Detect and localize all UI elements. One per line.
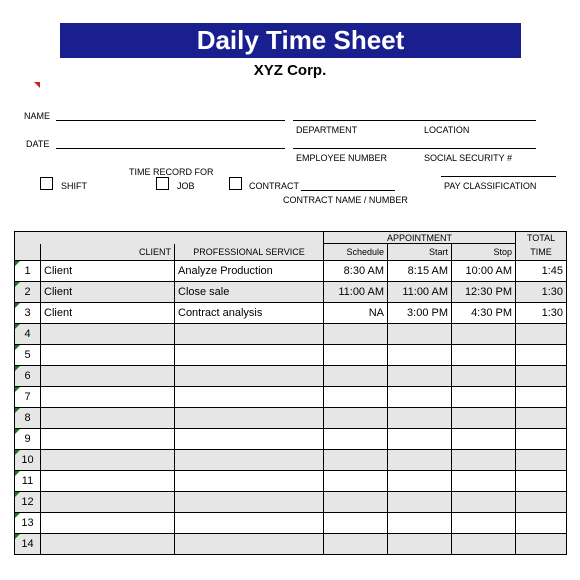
total-cell[interactable]: 1:30: [516, 303, 567, 324]
start-cell[interactable]: [388, 429, 452, 450]
table-row: [15, 366, 567, 387]
row-number: [15, 450, 41, 471]
total-cell[interactable]: [516, 471, 567, 492]
service-cell[interactable]: [175, 450, 324, 471]
schedule-cell[interactable]: [324, 408, 388, 429]
job-checkbox[interactable]: [156, 177, 169, 190]
header-row-2: [15, 244, 567, 261]
client-cell[interactable]: [41, 492, 175, 513]
row-number-label: 4: [24, 328, 31, 340]
location-label: LOCATION: [424, 125, 470, 135]
start-cell[interactable]: 8:15 AM: [388, 261, 452, 282]
total-cell[interactable]: [516, 324, 567, 345]
schedule-cell[interactable]: [324, 345, 388, 366]
cell-marker-icon: [15, 282, 20, 287]
schedule-cell[interactable]: [324, 387, 388, 408]
stop-cell[interactable]: [452, 324, 516, 345]
client-cell[interactable]: Client: [41, 261, 175, 282]
row-number-label: 14: [21, 538, 34, 550]
table-row: [15, 534, 567, 555]
schedule-cell[interactable]: [324, 450, 388, 471]
service-cell[interactable]: [175, 471, 324, 492]
row-number-label: 1: [24, 265, 31, 277]
page-title: Daily Time Sheet: [196, 25, 405, 55]
service-cell[interactable]: Close sale: [175, 282, 324, 303]
shift-checkbox[interactable]: [40, 177, 53, 190]
start-cell[interactable]: [388, 534, 452, 555]
stop-cell[interactable]: [452, 492, 516, 513]
total-cell[interactable]: [516, 429, 567, 450]
client-cell[interactable]: [41, 450, 175, 471]
total-cell[interactable]: 1:45: [516, 261, 567, 282]
total-cell[interactable]: [516, 345, 567, 366]
cell-marker-icon: [15, 324, 20, 329]
total-cell[interactable]: [516, 513, 567, 534]
start-cell[interactable]: [388, 324, 452, 345]
schedule-header: Schedule: [324, 244, 388, 261]
row-number-label: 7: [24, 391, 31, 403]
row-number: [15, 492, 41, 513]
company-name: XYZ Corp.: [253, 62, 327, 79]
client-cell[interactable]: [41, 513, 175, 534]
appointment-header: APPOINTMENT: [324, 232, 516, 244]
cell-marker-icon: [15, 513, 20, 518]
cell-marker-icon: [15, 387, 20, 392]
professional-service-header: PROFESSIONAL SERVICE: [175, 244, 324, 261]
stop-cell[interactable]: 4:30 PM: [452, 303, 516, 324]
service-cell[interactable]: [175, 429, 324, 450]
start-cell[interactable]: [388, 408, 452, 429]
cell-marker-icon: [15, 492, 20, 497]
stop-cell[interactable]: [452, 429, 516, 450]
employee-ssn-line[interactable]: [293, 148, 536, 149]
stop-cell[interactable]: [452, 534, 516, 555]
pay-classification-field[interactable]: [441, 176, 556, 177]
job-label: JOB: [177, 181, 195, 191]
start-cell[interactable]: [388, 345, 452, 366]
department-location-line[interactable]: [293, 120, 536, 121]
row-number-label: 9: [24, 433, 31, 445]
stop-cell[interactable]: [452, 345, 516, 366]
table-row: [15, 261, 567, 282]
client-header: CLIENT: [41, 244, 175, 261]
cell-marker-icon: [15, 261, 20, 266]
client-cell[interactable]: [41, 387, 175, 408]
name-field[interactable]: [56, 120, 285, 121]
table-row: [15, 408, 567, 429]
schedule-cell[interactable]: 11:00 AM: [324, 282, 388, 303]
total-header-line2: TIME: [516, 244, 567, 261]
total-cell[interactable]: 1:30: [516, 282, 567, 303]
client-cell[interactable]: [41, 429, 175, 450]
client-cell[interactable]: [41, 534, 175, 555]
cell-marker-icon: [15, 345, 20, 350]
schedule-cell[interactable]: 8:30 AM: [324, 261, 388, 282]
client-cell[interactable]: [41, 471, 175, 492]
table-row: [15, 471, 567, 492]
start-cell[interactable]: [388, 366, 452, 387]
contract-checkbox[interactable]: [229, 177, 242, 190]
num-header: [15, 244, 41, 261]
row-number: [15, 471, 41, 492]
stop-cell[interactable]: [452, 408, 516, 429]
service-cell[interactable]: [175, 534, 324, 555]
total-cell[interactable]: [516, 534, 567, 555]
name-label: NAME: [24, 111, 51, 121]
table-row: [15, 303, 567, 324]
client-cell[interactable]: [41, 408, 175, 429]
social-security-label: SOCIAL SECURITY #: [424, 153, 513, 163]
start-cell[interactable]: [388, 492, 452, 513]
row-number: [15, 366, 41, 387]
cell-marker-icon: [15, 429, 20, 434]
row-number-label: 8: [24, 412, 31, 424]
cell-marker-icon: [15, 303, 20, 308]
service-cell[interactable]: Analyze Production: [175, 261, 324, 282]
schedule-cell[interactable]: [324, 429, 388, 450]
start-cell[interactable]: [388, 513, 452, 534]
row-number-label: 12: [21, 496, 34, 508]
total-cell[interactable]: [516, 408, 567, 429]
schedule-cell[interactable]: [324, 366, 388, 387]
comment-marker-icon: [34, 82, 40, 88]
client-cell[interactable]: Client: [41, 282, 175, 303]
header-blank-cell: [15, 232, 324, 244]
service-cell[interactable]: [175, 366, 324, 387]
department-label: DEPARTMENT: [296, 125, 358, 135]
schedule-cell[interactable]: [324, 534, 388, 555]
cell-marker-icon: [15, 534, 20, 539]
table-row: [15, 282, 567, 303]
table-row: [15, 387, 567, 408]
total-cell[interactable]: [516, 387, 567, 408]
total-header-line1: TOTAL: [516, 232, 567, 244]
schedule-cell[interactable]: [324, 513, 388, 534]
stop-header: Stop: [452, 244, 516, 261]
service-cell[interactable]: [175, 324, 324, 345]
service-cell[interactable]: [175, 513, 324, 534]
total-cell[interactable]: [516, 492, 567, 513]
client-cell[interactable]: [41, 324, 175, 345]
time-record-for-label: TIME RECORD FOR: [129, 167, 214, 177]
row-number-label: 11: [21, 475, 34, 487]
client-cell[interactable]: [41, 366, 175, 387]
title-banner: [60, 23, 521, 58]
start-cell[interactable]: [388, 471, 452, 492]
start-cell[interactable]: 11:00 AM: [388, 282, 452, 303]
row-number-label: 13: [21, 517, 34, 529]
service-cell[interactable]: Contract analysis: [175, 303, 324, 324]
table-row: [15, 492, 567, 513]
time-table: [14, 231, 567, 555]
row-number: [15, 408, 41, 429]
schedule-cell[interactable]: [324, 492, 388, 513]
row-number: [15, 282, 41, 303]
schedule-cell[interactable]: NA: [324, 303, 388, 324]
stop-cell[interactable]: [452, 387, 516, 408]
table-row: [15, 345, 567, 366]
table-row: [15, 513, 567, 534]
date-label: DATE: [26, 139, 50, 149]
row-number: [15, 387, 41, 408]
date-field[interactable]: [56, 148, 285, 149]
table-row: [15, 450, 567, 471]
shift-label: SHIFT: [61, 181, 87, 191]
row-number-label: 2: [24, 286, 31, 298]
row-number: [15, 324, 41, 345]
row-number: [15, 534, 41, 555]
schedule-cell[interactable]: [324, 324, 388, 345]
stop-cell[interactable]: [452, 366, 516, 387]
client-cell[interactable]: Client: [41, 303, 175, 324]
row-number-label: 10: [21, 454, 34, 466]
stop-cell[interactable]: 10:00 AM: [452, 261, 516, 282]
contract-name-label: CONTRACT NAME / NUMBER: [283, 195, 408, 205]
stop-cell[interactable]: [452, 471, 516, 492]
row-number: [15, 303, 41, 324]
service-cell[interactable]: [175, 408, 324, 429]
service-cell[interactable]: [175, 387, 324, 408]
client-cell[interactable]: [41, 345, 175, 366]
cell-marker-icon: [15, 408, 20, 413]
row-number: [15, 261, 41, 282]
table-row: [15, 324, 567, 345]
service-cell[interactable]: [175, 492, 324, 513]
header-row-1: [15, 232, 567, 244]
start-cell[interactable]: [388, 387, 452, 408]
row-number-label: 5: [24, 349, 31, 361]
row-number: [15, 345, 41, 366]
pay-classification-label: PAY CLASSIFICATION: [444, 181, 537, 191]
row-number-label: 6: [24, 370, 31, 382]
cell-marker-icon: [15, 450, 20, 455]
contract-field[interactable]: [301, 190, 395, 191]
service-cell[interactable]: [175, 345, 324, 366]
contract-label: CONTRACT: [249, 181, 299, 191]
cell-marker-icon: [15, 366, 20, 371]
employee-number-label: EMPLOYEE NUMBER: [296, 153, 388, 163]
row-number: [15, 429, 41, 450]
total-cell[interactable]: [516, 450, 567, 471]
table-row: [15, 429, 567, 450]
total-cell[interactable]: [516, 366, 567, 387]
row-number: [15, 513, 41, 534]
start-cell[interactable]: 3:00 PM: [388, 303, 452, 324]
stop-cell[interactable]: [452, 513, 516, 534]
start-header: Start: [388, 244, 452, 261]
stop-cell[interactable]: 12:30 PM: [452, 282, 516, 303]
row-number-label: 3: [24, 307, 31, 319]
cell-marker-icon: [15, 471, 20, 476]
stop-cell[interactable]: [452, 450, 516, 471]
start-cell[interactable]: [388, 450, 452, 471]
schedule-cell[interactable]: [324, 471, 388, 492]
